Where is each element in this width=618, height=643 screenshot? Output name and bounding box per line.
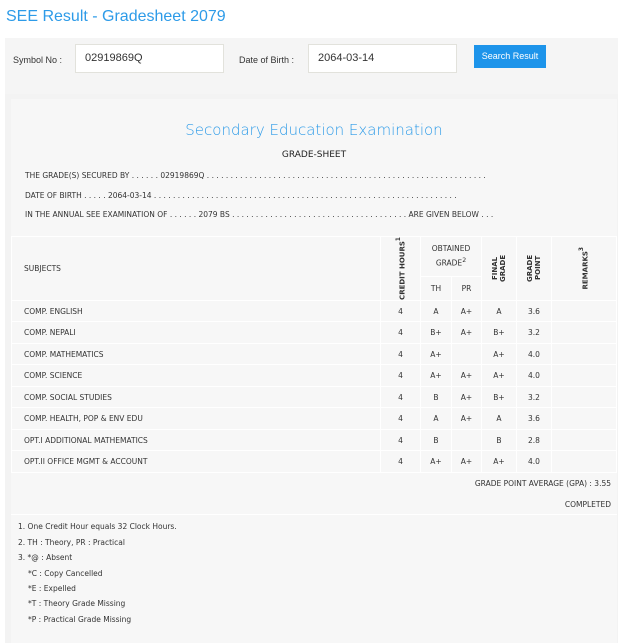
gpa: GRADE POINT AVERAGE (GPA) : 3.55 (474, 479, 611, 488)
cell-credit: 4 (381, 300, 421, 322)
footnote: 3. *@ : Absent (18, 553, 73, 562)
cell-point: 4.0 (517, 451, 552, 473)
search-result-button[interactable]: Search Result (474, 45, 546, 68)
footnote: 2. TH : Theory, PR : Practical (18, 538, 125, 547)
cell-credit: 4 (381, 343, 421, 365)
dob-input[interactable]: 2064-03-14 (308, 44, 457, 73)
result-panel (5, 94, 618, 643)
symbol-label: Symbol No : (13, 55, 63, 65)
cell-pr: A+ (452, 451, 482, 473)
cell-remarks (552, 322, 617, 344)
cell-point: 3.6 (517, 300, 552, 322)
cell-point: 4.0 (517, 365, 552, 387)
secured-by-line: THE GRADE(S) SECURED BY . . . . . . 02919869Q . . . . . . . . . . . . . . . . . . . . . . . . . . . . . . . . . . . . . . . . . . . . . . . . . . . . . . . . . . . (25, 171, 486, 180)
cell-final: B+ (482, 322, 517, 344)
cell-remarks (552, 451, 617, 473)
cell-pr (452, 343, 482, 365)
header-credit-hours: CREDIT HOURS$^1$ (381, 237, 421, 301)
cell-final: A (482, 408, 517, 430)
cell-subject: OPT.I ADDITIONAL MATHEMATICS (12, 429, 381, 451)
footnote: *P : Practical Grade Missing (28, 615, 132, 624)
cell-th: A+ (421, 343, 452, 365)
cell-remarks (552, 429, 617, 451)
table-row (12, 343, 617, 365)
cell-subject: COMP. HEALTH, POP & ENV EDU (12, 408, 381, 430)
cell-final: A+ (482, 343, 517, 365)
cell-remarks (552, 386, 617, 408)
cell-th: B+ (421, 322, 452, 344)
cell-credit: 4 (381, 365, 421, 387)
cell-pr: A+ (452, 322, 482, 344)
search-form (5, 38, 618, 94)
table-row (12, 322, 617, 344)
cell-subject: COMP. ENGLISH (12, 300, 381, 322)
cell-point: 3.2 (517, 386, 552, 408)
cell-th: A+ (421, 365, 452, 387)
table-row (12, 429, 617, 451)
table-row (12, 386, 617, 408)
cell-subject: COMP. NEPALI (12, 322, 381, 344)
header-th: TH (421, 277, 452, 300)
divider (11, 514, 617, 515)
cell-pr: A+ (452, 408, 482, 430)
cell-remarks (552, 408, 617, 430)
cell-credit: 4 (381, 408, 421, 430)
cell-pr: A+ (452, 386, 482, 408)
header-remarks: REMARKS$^3$ (552, 237, 617, 301)
grade-sheet (11, 99, 617, 643)
cell-final: A+ (482, 365, 517, 387)
header-obtained-grade: OBTAINED GRADE$^2$ (421, 237, 482, 277)
cell-point: 2.8 (517, 429, 552, 451)
cell-th: A (421, 408, 452, 430)
table-row (12, 300, 617, 322)
cell-credit: 4 (381, 386, 421, 408)
cell-final: B+ (482, 386, 517, 408)
header-subjects: SUBJECTS (12, 237, 381, 301)
header-final-grade: FINAL GRADE (482, 237, 517, 301)
cell-th: B (421, 429, 452, 451)
cell-point: 4.0 (517, 343, 552, 365)
cell-final: A (482, 300, 517, 322)
cell-subject: COMP. MATHEMATICS (12, 343, 381, 365)
table-row (12, 451, 617, 473)
cell-pr: A+ (452, 365, 482, 387)
cell-subject: COMP. SOCIAL STUDIES (12, 386, 381, 408)
cell-point: 3.6 (517, 408, 552, 430)
header-grade-point: GRADE POINT (517, 237, 552, 301)
cell-remarks (552, 343, 617, 365)
cell-pr: A+ (452, 300, 482, 322)
cell-remarks (552, 300, 617, 322)
grades-table (11, 236, 617, 473)
exam-line: IN THE ANNUAL SEE EXAMINATION OF . . . . . . 2079 BS . . . . . . . . . . . . . . . . . . . . . . . . . . . . . . . . . . . . . ARE GIVEN BELOW . . . (25, 210, 494, 219)
symbol-input[interactable]: 02919869Q (75, 44, 224, 73)
status: COMPLETED (564, 500, 611, 509)
footnote: *T : Theory Grade Missing (28, 599, 126, 608)
footnote: *E : Expelled (28, 584, 76, 593)
cell-final: B (482, 429, 517, 451)
cell-th: B (421, 386, 452, 408)
footnote: 1. One Credit Hour equals 32 Clock Hours. (18, 522, 177, 531)
cell-subject: OPT.II OFFICE MGMT & ACCOUNT (12, 451, 381, 473)
cell-th: A+ (421, 451, 452, 473)
cell-th: A (421, 300, 452, 322)
sheet-subheading: GRADE-SHEET (281, 150, 347, 160)
table-row (12, 365, 617, 387)
table-row (12, 408, 617, 430)
dob-line: DATE OF BIRTH . . . . . 2064-03-14 . . . . . . . . . . . . . . . . . . . . . . . . . . . . . . . . . . . . . . . . . . . . . . . . . . . . . . . . . . . . . . . . (25, 191, 457, 200)
cell-subject: COMP. SCIENCE (12, 365, 381, 387)
cell-credit: 4 (381, 322, 421, 344)
cell-pr (452, 429, 482, 451)
cell-credit: 4 (381, 451, 421, 473)
cell-point: 3.2 (517, 322, 552, 344)
header-pr: PR (452, 277, 482, 300)
cell-remarks (552, 365, 617, 387)
cell-final: A+ (482, 451, 517, 473)
cell-credit: 4 (381, 429, 421, 451)
sheet-heading: Secondary Education Examination (185, 121, 443, 139)
dob-label: Date of Birth : (239, 55, 295, 65)
page-title: SEE Result - Gradesheet 2079 (6, 8, 226, 25)
footnote: *C : Copy Cancelled (28, 569, 103, 578)
